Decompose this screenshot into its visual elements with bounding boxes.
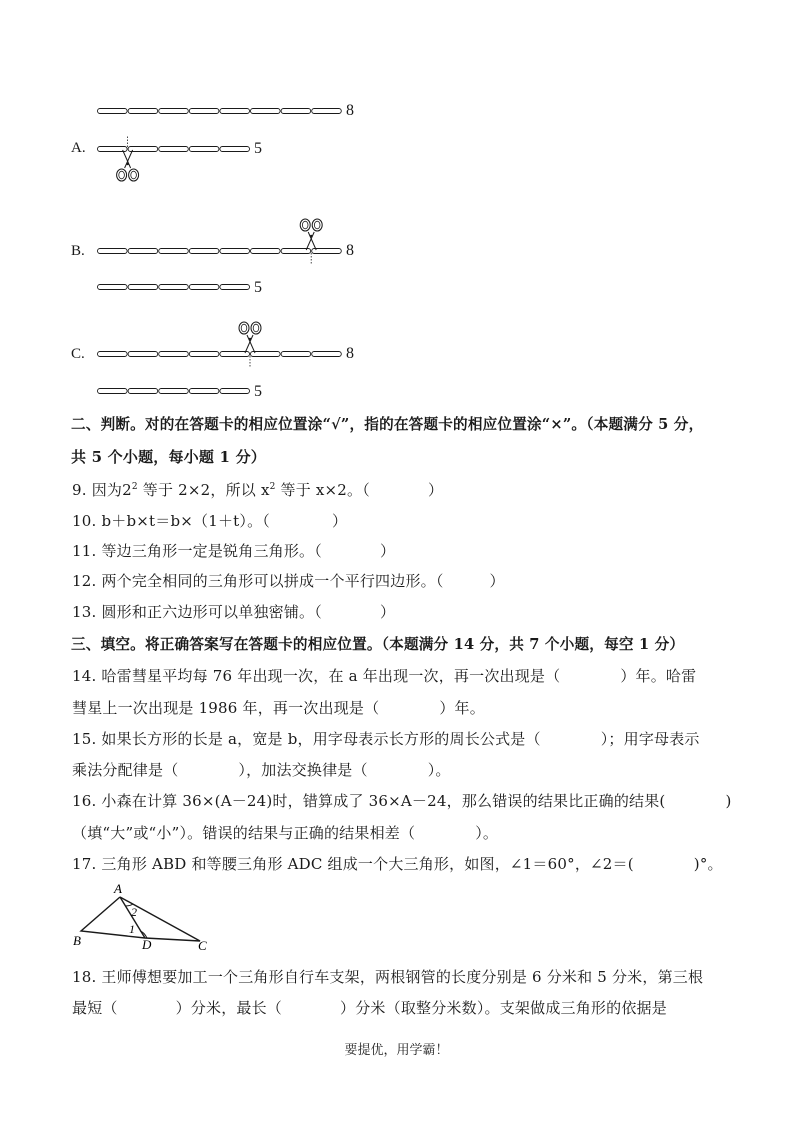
vertex-a-label: A xyxy=(114,881,122,896)
stick-segment xyxy=(312,352,342,357)
question-17-text-a: 17. 三角形 ABD 和等腰三角形 ADC 组成一个大三角形，如图，∠1＝60°，∠2＝( xyxy=(72,855,634,873)
page-footer: 要提优，用学霸！ xyxy=(344,1043,449,1058)
question-11 xyxy=(72,540,395,561)
option-b-top-bar-count: 8 xyxy=(346,242,354,259)
stick-segment xyxy=(98,285,128,290)
stick-segment xyxy=(98,109,128,114)
scissor-pivot xyxy=(310,235,312,237)
question-9 xyxy=(72,479,443,500)
question-9-sup1: 2 xyxy=(131,482,138,492)
question-14-line2 xyxy=(72,697,485,718)
question-9-post: 等于 x×2。（ xyxy=(280,481,370,499)
question-15-text-b: ）；用字母表示 xyxy=(600,730,700,748)
scissors-icon xyxy=(117,135,139,181)
stick-bar-b-8 xyxy=(98,249,342,254)
option-b-label: B. xyxy=(71,243,85,259)
question-13 xyxy=(72,601,395,622)
stick-segment xyxy=(251,249,281,254)
scissor-pivot xyxy=(126,163,128,165)
question-14-line1 xyxy=(72,665,696,686)
stick-figure xyxy=(0,0,793,400)
stick-segment xyxy=(98,389,128,394)
scissor-ring-inner xyxy=(253,324,259,332)
scissor-ring xyxy=(239,322,249,334)
stick-segment xyxy=(189,109,219,114)
triangle-figure xyxy=(60,875,240,955)
question-10-num: 10. xyxy=(72,512,97,530)
question-14-text-b: ）年。哈雷 xyxy=(620,667,697,685)
question-14-text-c: 彗星上一次出现是 1986 年，再一次出现是（ xyxy=(72,699,380,717)
question-10 xyxy=(72,510,347,531)
scissor-blade xyxy=(308,232,316,250)
stick-segment xyxy=(159,249,189,254)
question-16-text-d: ）。 xyxy=(475,824,499,842)
scissors-icon xyxy=(239,322,261,368)
stick-segment xyxy=(98,352,128,357)
stick-segment xyxy=(159,352,189,357)
question-12-close: ） xyxy=(489,572,505,590)
question-13-text: 圆形和正六边形可以单独密铺。（ xyxy=(101,603,322,621)
question-18-text-a: 最短（ xyxy=(72,999,118,1017)
stick-bar-c-8 xyxy=(98,352,342,357)
question-15-text-a: 15. 如果长方形的长是 a，宽是 b，用字母表示长方形的周长公式是（ xyxy=(72,730,541,748)
question-11-text: 等边三角形一定是锐角三角形。（ xyxy=(101,542,322,560)
stick-segment xyxy=(159,147,189,152)
option-a-label: A. xyxy=(71,140,86,156)
stick-bar-c-5 xyxy=(98,389,250,394)
section3-heading: 三、填空。将正确答案写在答题卡的相应位置。（本题满分 14 分，共 7 个小题，每空 1 分） xyxy=(71,636,685,653)
question-18-line2 xyxy=(72,997,667,1018)
stick-segment xyxy=(189,147,219,152)
question-9-pre: 因为2 xyxy=(91,481,132,499)
question-18-text-b: ）分米，最长（ xyxy=(175,999,283,1017)
question-10-text: b＋b×t＝b×（1＋t）。（ xyxy=(101,512,270,530)
question-9-num: 9. xyxy=(72,481,87,499)
angle-2-label: 2 xyxy=(131,905,137,919)
option-a-bar-count: 5 xyxy=(254,140,262,157)
stick-segment xyxy=(189,249,219,254)
stick-bar-a-5 xyxy=(98,147,250,152)
question-12-text: 两个完全相同的三角形可以拼成一个平行四边形。（ xyxy=(101,572,444,590)
stick-segment xyxy=(128,109,158,114)
question-17-text-b: )°。 xyxy=(693,855,723,873)
stick-segment xyxy=(220,249,250,254)
stick-segment xyxy=(189,352,219,357)
angle-1-label: 1 xyxy=(129,922,135,936)
scissor-ring-inner xyxy=(241,324,247,332)
scissor-blade xyxy=(247,335,255,353)
scissor-ring xyxy=(251,322,261,334)
stick-segment xyxy=(189,389,219,394)
scissor-pivot xyxy=(249,338,251,340)
stick-segment xyxy=(159,109,189,114)
question-17-line xyxy=(72,853,723,874)
question-11-num: 11. xyxy=(72,542,97,560)
scissor-ring-inner xyxy=(314,221,320,229)
stick-segment xyxy=(220,109,250,114)
question-16-text-c: （填“大”或“小”）。错误的结果与正确的结果相差（ xyxy=(72,824,416,842)
stick-segment xyxy=(312,109,342,114)
question-13-num: 13. xyxy=(72,603,97,621)
question-9-mid: 等于 2×2，所以 x xyxy=(142,481,270,499)
scissor-blade xyxy=(306,232,314,250)
option-c-bottom-bar-count: 5 xyxy=(254,383,262,400)
top-bar-count: 8 xyxy=(346,102,354,119)
question-12-num: 12. xyxy=(72,572,97,590)
scissor-ring-inner xyxy=(131,171,137,179)
stick-segment xyxy=(220,285,250,290)
scissor-ring-inner xyxy=(302,221,308,229)
stick-bar-top-8 xyxy=(98,109,342,114)
section2-heading-line1: 二、判断。对的在答题卡的相应位置涂“√”，指的在答题卡的相应位置涂“×”。（本题满分 5 分， xyxy=(71,416,704,433)
question-15-text-c: 乘法分配律是（ xyxy=(72,761,179,779)
stick-segment xyxy=(128,249,158,254)
scissors-icon xyxy=(300,219,322,265)
stick-segment xyxy=(189,285,219,290)
question-15-line2 xyxy=(72,759,451,780)
stick-segment xyxy=(251,109,281,114)
question-15-text-d: ），加法交换律是（ xyxy=(238,761,368,779)
stick-segment xyxy=(220,147,250,152)
question-14-text-a: 14. 哈雷彗星平均每 76 年出现一次，在 a 年出现一次，再一次出现是（ xyxy=(72,667,561,685)
triangle-outline xyxy=(81,897,200,941)
stick-segment xyxy=(128,285,158,290)
question-9-sup2: 2 xyxy=(269,482,276,492)
stick-segment xyxy=(128,352,158,357)
question-9-close: ） xyxy=(427,481,444,499)
scissor-blade xyxy=(123,150,131,168)
scissor-blade xyxy=(245,335,253,353)
question-16-line1 xyxy=(72,790,732,811)
question-11-close: ） xyxy=(379,542,396,560)
vertex-d-label: D xyxy=(142,937,152,952)
question-18-text-c: ）分米（取整分米数）。支架做成三角形的依据是 xyxy=(340,999,667,1017)
stick-segment xyxy=(159,285,189,290)
stick-bar-b-5 xyxy=(98,285,250,290)
question-13-close: ） xyxy=(379,603,396,621)
question-14-text-d: ）年。 xyxy=(439,699,485,717)
question-16-text-b: ) xyxy=(725,792,732,810)
stick-segment xyxy=(159,389,189,394)
option-b-bottom-bar-count: 5 xyxy=(254,279,262,296)
question-16-text-a: 16. 小森在计算 36×(A－24)时，错算成了 36×A－24，那么错误的结果比正确的结果( xyxy=(72,792,666,810)
question-18-line1: 18. 王师傅想要加工一个三角形自行车支架，两根钢管的长度分别是 6 分米和 5 分米，第三根 xyxy=(72,968,704,986)
stick-segment xyxy=(98,249,128,254)
stick-segment xyxy=(281,109,311,114)
scissor-ring-inner xyxy=(119,171,125,179)
question-10-close: ） xyxy=(331,512,348,530)
question-12 xyxy=(72,570,505,591)
vertex-c-label: C xyxy=(198,938,207,953)
question-15-text-e: ）。 xyxy=(427,761,451,779)
scissor-blade xyxy=(125,150,133,168)
question-15-line1 xyxy=(72,728,700,749)
stick-segment xyxy=(281,352,311,357)
section2-heading-line2: 共 5 个小题，每小题 1 分） xyxy=(71,448,266,466)
option-c-top-bar-count: 8 xyxy=(346,345,354,362)
stick-segment xyxy=(220,389,250,394)
stick-segment xyxy=(128,389,158,394)
vertex-b-label: B xyxy=(73,933,81,948)
option-c-label: C. xyxy=(71,346,85,362)
question-16-line2 xyxy=(72,822,498,843)
